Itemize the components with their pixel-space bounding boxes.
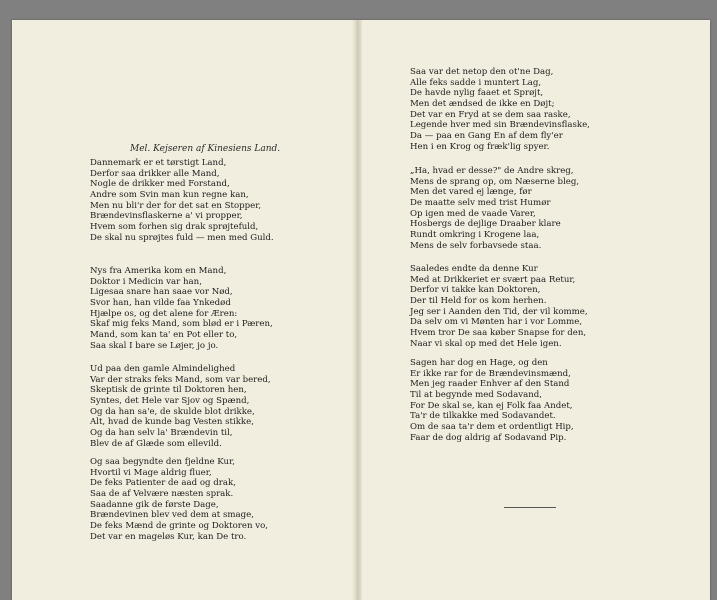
verse-line: Derfor saa drikker alle Mand, bbox=[90, 168, 220, 179]
verse-line: Og saa begyndte den fjeldne Kur, bbox=[90, 457, 235, 467]
stanza-5 bbox=[410, 67, 590, 153]
verse-line: Og da han sa'e, de skulde blot drikke, bbox=[90, 406, 255, 417]
verse-line: Da — paa en Gang En af dem fly'er bbox=[410, 131, 563, 142]
left-page bbox=[12, 20, 352, 600]
verse-line: Er ikke rar for de Brændevinsmænd, bbox=[410, 368, 571, 379]
verse-line: „Ha, hvad er desse?" de Andre skreg, bbox=[410, 166, 574, 176]
verse-line: Syntes, det Hele var Sjov og Spænd, bbox=[90, 396, 250, 407]
verse-line: For De skal se, kan ej Folk faa Andet, bbox=[410, 400, 573, 411]
verse-line: Andre som Svin man kun regne kan, bbox=[90, 190, 249, 201]
verse-line: De maatte selv med trist Humør bbox=[410, 198, 551, 209]
stanza-4 bbox=[90, 457, 268, 543]
page-fold bbox=[352, 20, 362, 600]
verse-line: De havde nylig faaet et Sprøjt, bbox=[410, 88, 544, 99]
verse-line: Hvem som forhen sig drak sprøjtefuld, bbox=[90, 222, 259, 233]
verse-line: Naar vi skal op med det Hele igen. bbox=[410, 338, 562, 349]
verse-line: Men nu bli'r der for det sat en Stopper, bbox=[90, 200, 262, 211]
stanza-2 bbox=[90, 266, 273, 352]
closing-divider bbox=[504, 507, 556, 508]
verse-line: Legende hver med sin Brændevinsflaske, bbox=[410, 120, 590, 131]
verse-line: De feks Patienter de aad og drak, bbox=[90, 478, 236, 489]
verse-line: Saa skal I bare se Løjer, jo jo. bbox=[90, 340, 219, 351]
verse-line: Op igen med de vaade Varer, bbox=[410, 208, 536, 219]
right-page bbox=[362, 20, 710, 600]
verse-line: Saadanne gik de første Dage, bbox=[90, 499, 219, 510]
verse-line: Hjælpe os, og det alene for Æren: bbox=[90, 308, 238, 319]
verse-line: Saa var det netop den ot'ne Dag, bbox=[410, 67, 554, 77]
verse-line: Om de saa ta'r dem et ordentligt Hip, bbox=[410, 422, 574, 433]
verse-line: Hen i en Krog og fræk'lig spyer. bbox=[410, 141, 550, 152]
verse-line: Skaf mig feks Mand, som blød er i Pæren, bbox=[90, 319, 273, 330]
verse-line: Der til Held for os kom herhen. bbox=[410, 296, 547, 307]
verse-line: Saaledes endte da denne Kur bbox=[410, 264, 538, 274]
verse-line: Nogle de drikker med Forstand, bbox=[90, 179, 230, 190]
verse-line: Hvem tror De saa køber Snapse for den, bbox=[410, 328, 587, 339]
verse-line: Men jeg raader Enhver af den Stand bbox=[410, 379, 570, 390]
verse-line: Skeptisk de grinte til Doktoren hen, bbox=[90, 385, 247, 396]
verse-line: Svor han, han vilde faa Ynkedød bbox=[90, 298, 231, 309]
verse-line: Brændevinsflaskerne a' vi propper, bbox=[90, 211, 243, 222]
verse-line: Doktor i Medicin var han, bbox=[90, 276, 202, 287]
verse-line: Faar de dog aldrig af Sodavand Pip. bbox=[410, 432, 567, 443]
verse-line: Mens de sprang op, om Næserne bleg, bbox=[410, 176, 580, 187]
verse-line: De feks Mænd de grinte og Doktoren vo, bbox=[90, 521, 268, 532]
verse-line: Nys fra Amerika kom en Mand, bbox=[90, 266, 227, 276]
stanza-8 bbox=[410, 358, 574, 444]
verse-line: Saa de af Velvære næsten sprak. bbox=[90, 489, 234, 500]
verse-line: Det var en mageløs Kur, kan De tro. bbox=[90, 531, 247, 542]
verse-line: Mens de selv forbavsede staa. bbox=[410, 240, 542, 251]
verse-line: Sagen har dog en Hage, og den bbox=[410, 358, 548, 368]
stanza-1 bbox=[90, 158, 274, 244]
verse-line: Var der straks feks Mand, som var bered, bbox=[90, 374, 271, 385]
verse-line: Da selv om vi Mønten har i vor Lomme, bbox=[410, 317, 583, 328]
verse-line: Hosbergs de dejlige Draaber klare bbox=[410, 219, 561, 230]
verse-line: Med at Drikkeriet er svært paa Retur, bbox=[410, 274, 576, 285]
verse-line: Og da han selv la' Brændevin til, bbox=[90, 428, 233, 439]
melody-heading: Mel. Kejseren af Kinesiens Land. bbox=[130, 144, 281, 154]
verse-line: Til at begynde med Sodavand, bbox=[410, 390, 542, 401]
booklet-spread bbox=[12, 20, 710, 600]
verse-line: Ligesaa snare han saae vor Nød, bbox=[90, 287, 233, 298]
verse-line: Dannemark er et tørstigt Land, bbox=[90, 158, 227, 168]
verse-line: Brændevinen blev ved dem at smage, bbox=[90, 510, 254, 521]
verse-line: Ud paa den gamle Almindelighed bbox=[90, 364, 236, 374]
verse-line: Jeg ser i Aanden den Tid, der vil komme, bbox=[410, 306, 588, 317]
verse-line: Alt, hvad de kunde bag Vesten stikke, bbox=[90, 417, 254, 428]
stanza-7 bbox=[410, 264, 588, 350]
verse-line: Men det vared ej længe, før bbox=[410, 187, 532, 198]
verse-line: Men det ændsed de ikke en Døjt; bbox=[410, 99, 555, 110]
verse-line: Ta'r de tilkakke med Sodavandet. bbox=[410, 411, 556, 422]
verse-line: De skal nu sprøjtes fuld — men med Guld. bbox=[90, 232, 274, 243]
verse-line: Blev de af Glæde som ellevild. bbox=[90, 438, 222, 449]
verse-line: Hvortil vi Mage aldrig fluer, bbox=[90, 467, 212, 478]
verse-line: Derfor vi takke kan Doktoren, bbox=[410, 285, 541, 296]
verse-line: Det var en Fryd at se dem saa raske, bbox=[410, 109, 571, 120]
verse-line: Rundt omkring i Krogene laa, bbox=[410, 230, 540, 241]
stanza-6 bbox=[410, 166, 579, 252]
stanza-3 bbox=[90, 364, 271, 450]
verse-line: Mand, som kan ta' en Pot eller to, bbox=[90, 330, 238, 341]
verse-line: Alle feks sadde i muntert Lag, bbox=[410, 77, 542, 88]
